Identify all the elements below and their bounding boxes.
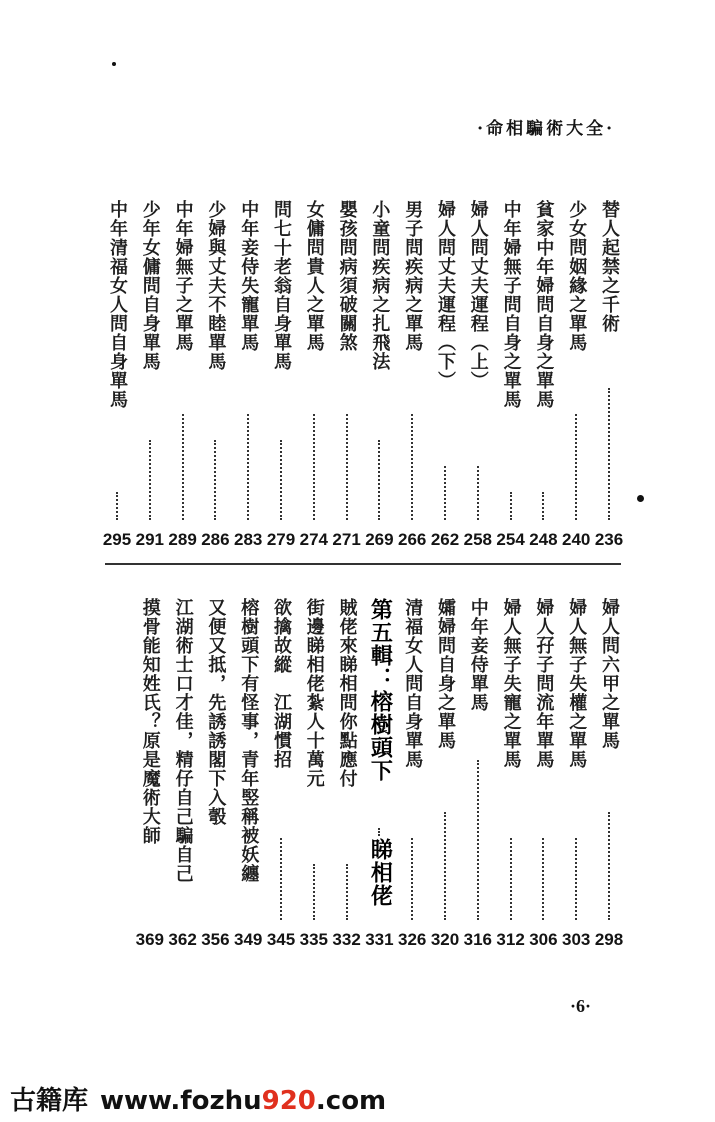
page-number: ·6· bbox=[570, 996, 592, 1016]
dot-leader bbox=[542, 838, 544, 920]
toc-page-number: 298 bbox=[594, 930, 624, 949]
toc-entry-title: 女傭問貴人之單馬 bbox=[303, 200, 325, 352]
dot-leader bbox=[510, 838, 512, 920]
toc-page-number: 271 bbox=[332, 530, 361, 549]
toc-entry-title: 江湖術士口才佳，精仔自己騙自己 bbox=[172, 598, 194, 883]
section-heading-tail: 睇相佬 bbox=[367, 838, 394, 907]
toc-entry-title: 婦人問六甲之單馬 bbox=[599, 598, 620, 750]
toc-page-number: 236 bbox=[594, 530, 624, 549]
toc-entry-title: 欲擒故縱 江湖慣招 bbox=[271, 598, 292, 769]
toc-entry-title: 少年女傭問自身單馬 bbox=[139, 200, 161, 371]
dot-leader bbox=[477, 466, 479, 520]
toc-page-number: 266 bbox=[398, 530, 427, 549]
toc-entry-title: 男子問疾病之單馬 bbox=[402, 200, 424, 352]
toc-entry bbox=[432, 200, 458, 552]
ink-dot bbox=[637, 495, 644, 502]
dot-leader bbox=[477, 760, 479, 920]
toc-page-number: 269 bbox=[365, 530, 394, 549]
toc-page-number: 331 bbox=[365, 930, 394, 949]
dot-leader bbox=[444, 466, 446, 520]
toc-entry bbox=[235, 200, 261, 552]
dot-leader bbox=[214, 440, 216, 520]
dot-leader bbox=[411, 838, 413, 920]
toc-entry-title: 婦人問丈夫運程（下） bbox=[435, 200, 456, 390]
dot-leader bbox=[608, 812, 610, 920]
toc-entry-title: 中年妾侍失寵單馬 bbox=[238, 200, 260, 352]
toc-entry-title: 婦人問丈夫運程（上） bbox=[467, 200, 489, 390]
toc-entry bbox=[170, 200, 196, 552]
dot-leader bbox=[280, 838, 282, 920]
toc-entry-title: 替人起禁之千術 bbox=[599, 200, 620, 333]
toc-entry-title: 清福女人問自身單馬 bbox=[402, 598, 424, 769]
dot-leader bbox=[313, 414, 315, 520]
toc-page-number: 316 bbox=[463, 930, 492, 949]
dot-leader bbox=[346, 864, 348, 920]
toc-page-number: 345 bbox=[266, 930, 296, 949]
toc-entry-title: 榕樹頭下有怪事，青年竪稱被妖纏 bbox=[238, 598, 260, 883]
toc-page-number: 279 bbox=[266, 530, 296, 549]
toc-entry bbox=[202, 598, 228, 952]
toc-entry bbox=[366, 598, 392, 952]
toc-page-number: 291 bbox=[135, 530, 164, 549]
toc-entry bbox=[104, 200, 130, 552]
watermark-url-prefix: www.fozhu bbox=[100, 1086, 262, 1116]
toc-page-number: 295 bbox=[102, 530, 132, 549]
toc-entry-title: 又便又抵，先誘誘閣下入彀 bbox=[205, 598, 227, 826]
dot-leader bbox=[313, 864, 315, 920]
toc-entry bbox=[301, 200, 327, 552]
dot-leader bbox=[510, 492, 512, 520]
dot-leader bbox=[575, 838, 577, 920]
toc-entry-title: 婦人孖子問流年單馬 bbox=[533, 598, 555, 769]
toc-entry-title: 中年婦無子問自身之單馬 bbox=[500, 200, 522, 409]
toc-page-number: 262 bbox=[430, 530, 460, 549]
toc-entry bbox=[268, 200, 294, 552]
toc-entry bbox=[202, 200, 228, 552]
toc-entry-title: 賊佬來睇相問你點應付 bbox=[336, 598, 358, 788]
section-divider bbox=[105, 563, 621, 565]
dot-leader bbox=[444, 812, 446, 920]
section-heading: 第五輯：榕樹頭下 bbox=[367, 598, 394, 782]
toc-entry bbox=[301, 598, 327, 952]
toc-page-number: 258 bbox=[463, 530, 492, 549]
toc-entry bbox=[465, 598, 491, 952]
toc-page-number: 332 bbox=[332, 930, 361, 949]
toc-page-number: 283 bbox=[234, 530, 263, 549]
book-header: ·命相騙術大全· bbox=[477, 119, 615, 139]
toc-page-number: 306 bbox=[529, 930, 558, 949]
dot-leader bbox=[346, 414, 348, 520]
toc-page-number: 289 bbox=[168, 530, 197, 549]
toc-page-number: 326 bbox=[398, 930, 427, 949]
toc-page-number: 286 bbox=[201, 530, 230, 549]
dot-leader bbox=[182, 414, 184, 520]
toc-page-number: 369 bbox=[135, 930, 164, 949]
dot-leader bbox=[542, 492, 544, 520]
toc-page-number: 362 bbox=[168, 930, 197, 949]
toc-entry bbox=[268, 598, 294, 952]
toc-entry-title: 街邊睇相佬紮人十萬元 bbox=[303, 598, 325, 788]
toc-page-number: 356 bbox=[201, 930, 230, 949]
toc-entry-title: 少女問姻緣之單馬 bbox=[566, 200, 588, 352]
dot-leader bbox=[378, 828, 380, 836]
dot-leader bbox=[608, 388, 610, 520]
toc-entry bbox=[596, 598, 622, 952]
watermark-url-number: 920 bbox=[261, 1086, 316, 1116]
dot-leader bbox=[378, 440, 380, 520]
toc-entry bbox=[563, 598, 589, 952]
toc-entry bbox=[432, 598, 458, 952]
toc-entry bbox=[366, 200, 392, 552]
toc-entry bbox=[399, 200, 425, 552]
dot-leader bbox=[149, 440, 151, 520]
toc-entry bbox=[530, 200, 556, 552]
toc-page-number: 312 bbox=[496, 930, 525, 949]
watermark-url-suffix: .com bbox=[315, 1086, 387, 1116]
toc-entry bbox=[334, 200, 360, 552]
toc-entry bbox=[563, 200, 589, 552]
toc-entry-title: 中年清福女人問自身單馬 bbox=[107, 200, 128, 409]
toc-entry-title: 少婦與丈夫不睦單馬 bbox=[205, 200, 227, 371]
toc-entry bbox=[235, 598, 261, 952]
dot-leader bbox=[280, 440, 282, 520]
toc-page-number: 274 bbox=[299, 530, 328, 549]
toc-entry-title: 孀婦問自身之單馬 bbox=[435, 598, 456, 750]
toc-page-number: 254 bbox=[496, 530, 525, 549]
toc-entry bbox=[170, 598, 196, 952]
toc-entry bbox=[465, 200, 491, 552]
dot-leader bbox=[247, 414, 249, 520]
toc-entry bbox=[137, 200, 163, 552]
toc-entry bbox=[399, 598, 425, 952]
toc-entry bbox=[498, 598, 524, 952]
toc-entry-title: 中年妾侍單馬 bbox=[467, 598, 489, 712]
toc-entry bbox=[137, 598, 163, 952]
toc-entry-title: 貧家中年婦問自身之單馬 bbox=[533, 200, 555, 409]
toc-entry bbox=[498, 200, 524, 552]
dot-leader bbox=[411, 414, 413, 520]
toc-entry-title: 中年婦無子之單馬 bbox=[172, 200, 194, 352]
toc-entry-title: 小童問疾病之扎飛法 bbox=[369, 200, 391, 371]
toc-page-number: 320 bbox=[430, 930, 460, 949]
toc-entry bbox=[530, 598, 556, 952]
toc-page-number: 248 bbox=[529, 530, 558, 549]
toc-entry-title: 摸骨能知姓氏？原是魔術大師 bbox=[139, 598, 161, 845]
toc-entry-title: 嬰孩問病須破關煞 bbox=[336, 200, 358, 352]
watermark bbox=[10, 1080, 386, 1117]
watermark-site-name: 古籍库 bbox=[10, 1086, 89, 1116]
ink-speck bbox=[112, 62, 116, 66]
dot-leader bbox=[575, 414, 577, 520]
toc-entry-title: 婦人無子失權之單馬 bbox=[566, 598, 588, 769]
toc-entry-title: 問七十老翁自身單馬 bbox=[271, 200, 292, 371]
toc-page-number: 335 bbox=[299, 930, 328, 949]
toc-entry-title: 婦人無子失寵之單馬 bbox=[500, 598, 522, 769]
toc-page-number: 349 bbox=[234, 930, 263, 949]
toc-page-number: 303 bbox=[562, 930, 591, 949]
toc-page-number: 240 bbox=[562, 530, 591, 549]
dot-leader bbox=[116, 492, 118, 520]
toc-entry bbox=[596, 200, 622, 552]
toc-entry bbox=[334, 598, 360, 952]
